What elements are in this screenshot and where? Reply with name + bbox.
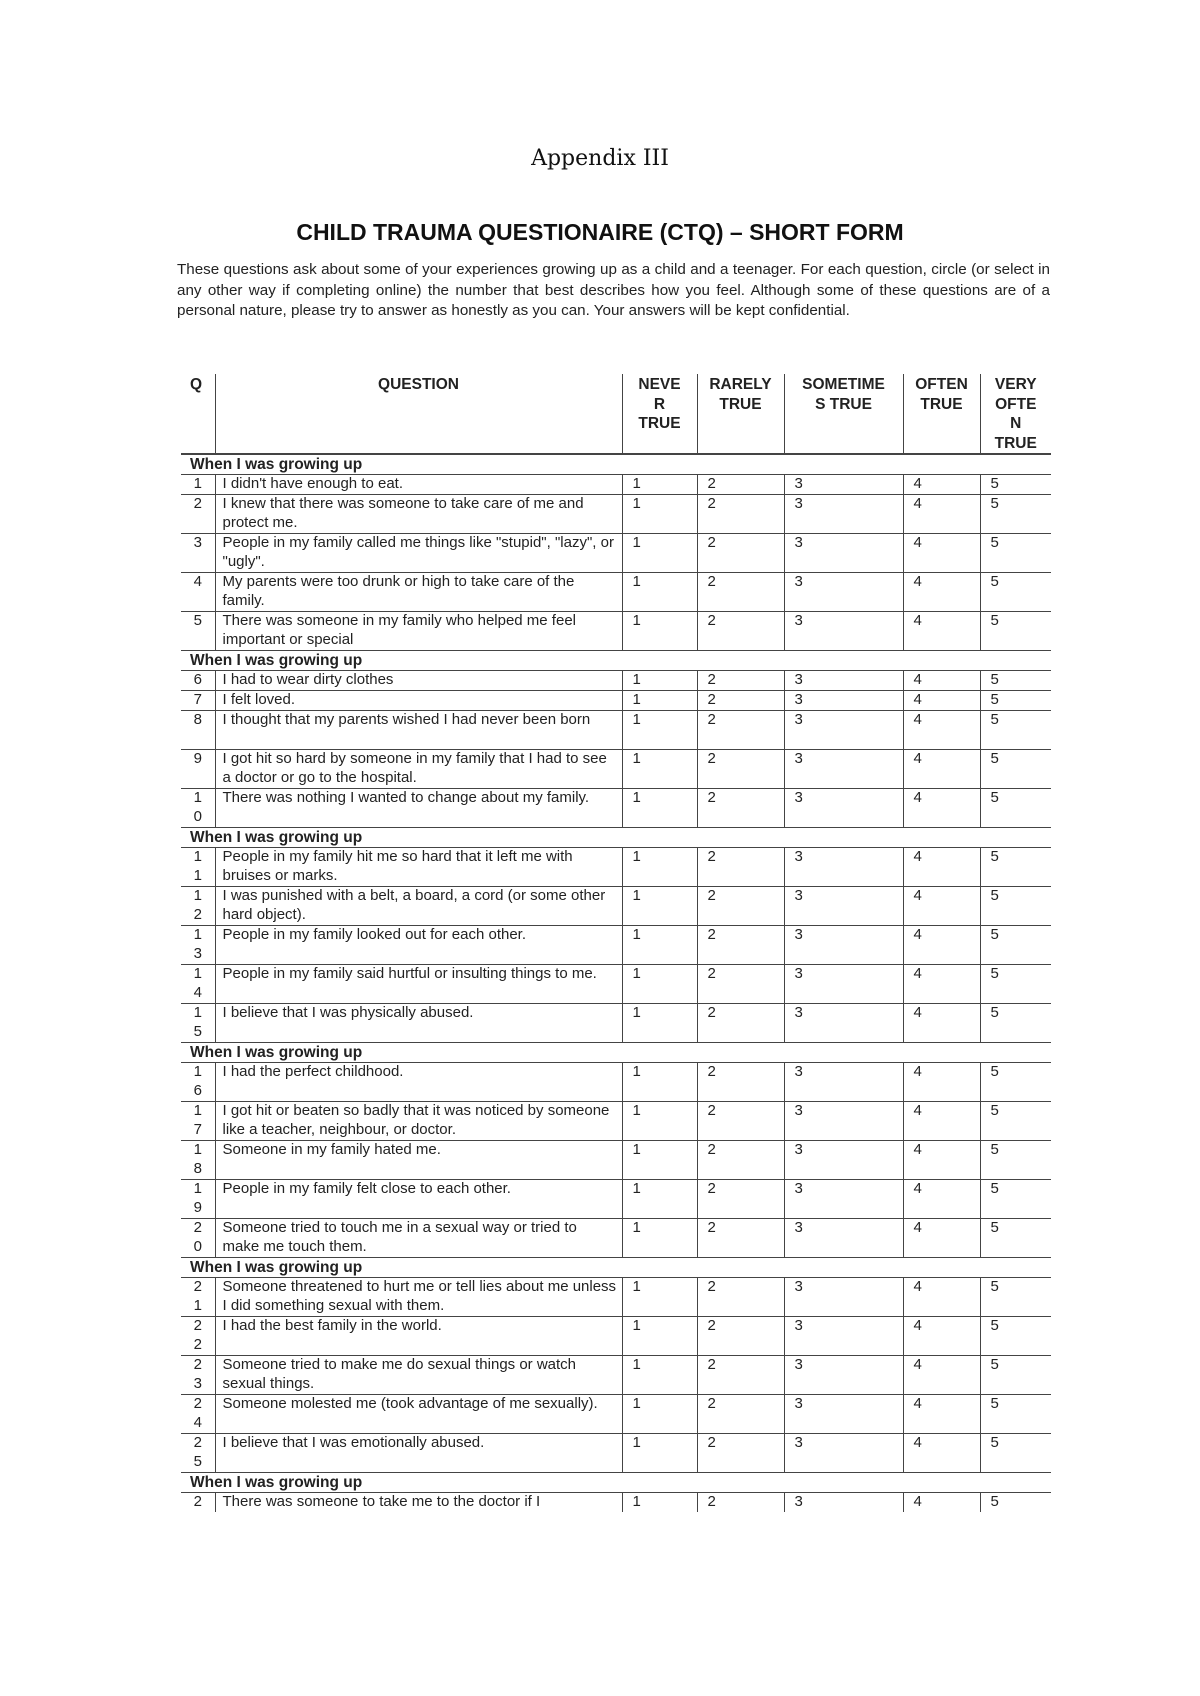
section-row [181, 454, 1051, 475]
question-text: Someone threatened to hurt me or tell lies about me unless I did something sexual with them. [215, 1278, 622, 1317]
rating-never-true[interactable]: 1 [622, 1395, 697, 1434]
rating-very-often-true[interactable]: 5 [980, 750, 1051, 789]
question-number-digit: 5 [193, 1452, 202, 1470]
question-row [181, 926, 1051, 965]
question-row [181, 1434, 1051, 1473]
rating-often-true[interactable]: 4 [903, 926, 980, 965]
rating-very-often-true[interactable]: 5 [980, 711, 1051, 750]
rating-never-true[interactable]: 1 [622, 1219, 697, 1258]
question-text: I had the best family in the world. [215, 1317, 622, 1356]
header-line: TRUE [994, 434, 1037, 452]
question-number [181, 573, 215, 612]
question-row [181, 573, 1051, 612]
question-number-digit: 1 [193, 789, 202, 806]
question-number-digit: 2 [193, 1356, 202, 1373]
question-number-digit: 1 [193, 1004, 202, 1021]
rating-very-often-true[interactable]: 5 [980, 1434, 1051, 1473]
rating-often-true[interactable]: 4 [903, 1180, 980, 1219]
question-row [181, 1063, 1051, 1102]
rating-rarely-true[interactable]: 2 [697, 1219, 784, 1258]
rating-often-true[interactable]: 4 [903, 1102, 980, 1141]
question-number-digit: 3 [193, 1374, 202, 1392]
rating-often-true[interactable]: 4 [903, 1395, 980, 1434]
question-text: Someone tried to touch me in a sexual way or tried to make me touch them. [215, 1219, 622, 1258]
question-number-digit: 1 [193, 1063, 202, 1080]
question-number [181, 534, 215, 573]
rating-never-true[interactable]: 1 [622, 534, 697, 573]
table-header [181, 374, 1051, 454]
header-line: RARELY [709, 376, 772, 393]
question-text: I was punished with a belt, a board, a cord (or some other hard object). [215, 887, 622, 926]
rating-rarely-true[interactable]: 2 [697, 848, 784, 887]
question-text: There was nothing I wanted to change about my family. [215, 789, 622, 828]
question-number [181, 1219, 215, 1258]
question-text: I thought that my parents wished I had never been born [215, 711, 622, 750]
question-number [181, 887, 215, 926]
rating-very-often-true[interactable]: 5 [980, 573, 1051, 612]
rating-rarely-true[interactable]: 2 [697, 1278, 784, 1317]
question-text: People in my family called me things like "stupid", "lazy", or "ugly". [215, 534, 622, 573]
rating-never-true[interactable]: 1 [622, 965, 697, 1004]
section-row [181, 1258, 1051, 1278]
rating-rarely-true[interactable]: 2 [697, 1317, 784, 1356]
question-number [181, 1317, 215, 1356]
question-number-digit: 0 [193, 1237, 202, 1255]
rating-often-true[interactable]: 4 [903, 1317, 980, 1356]
rating-often-true[interactable]: 4 [903, 475, 980, 495]
question-number-digit: 0 [193, 807, 202, 825]
rating-rarely-true[interactable]: 2 [697, 1141, 784, 1180]
rating-never-true[interactable]: 1 [622, 1063, 697, 1102]
rating-sometimes-true[interactable]: 3 [784, 1493, 903, 1512]
question-number-digit: 1 [193, 887, 202, 904]
rating-sometimes-true[interactable]: 3 [784, 926, 903, 965]
question-row [181, 612, 1051, 651]
question-row [181, 750, 1051, 789]
rating-often-true[interactable]: 4 [903, 671, 980, 691]
question-row [181, 1141, 1051, 1180]
rating-sometimes-true[interactable]: 3 [784, 1317, 903, 1356]
header-line: NEVE [638, 376, 681, 393]
section-row [181, 651, 1051, 671]
rating-sometimes-true[interactable]: 3 [784, 1063, 903, 1102]
rating-rarely-true[interactable]: 2 [697, 965, 784, 1004]
rating-sometimes-true[interactable]: 3 [784, 1102, 903, 1141]
question-row [181, 848, 1051, 887]
question-number-digit: 6 [193, 1081, 202, 1099]
rating-sometimes-true[interactable]: 3 [784, 711, 903, 750]
header-rarely-true [697, 374, 784, 454]
section-label: When I was growing up [181, 454, 1051, 475]
rating-never-true[interactable]: 1 [622, 789, 697, 828]
rating-sometimes-true[interactable]: 3 [784, 495, 903, 534]
question-number-digit: 2 [193, 1278, 202, 1295]
header-sometimes-true [784, 374, 903, 454]
header-line: TRUE [719, 395, 762, 413]
rating-very-often-true[interactable]: 5 [980, 926, 1051, 965]
rating-rarely-true[interactable]: 2 [697, 1180, 784, 1219]
rating-never-true[interactable]: 1 [622, 1141, 697, 1180]
question-number-digit: 2 [193, 905, 202, 923]
header-line: OFTE [995, 395, 1037, 413]
question-number [181, 495, 215, 534]
question-text: I got hit so hard by someone in my family that I had to see a doctor or go to the hospital. [215, 750, 622, 789]
rating-never-true[interactable]: 1 [622, 1180, 697, 1219]
question-number-digit: 1 [193, 475, 202, 492]
rating-sometimes-true[interactable]: 3 [784, 1356, 903, 1395]
rating-sometimes-true[interactable]: 3 [784, 534, 903, 573]
question-row [181, 691, 1051, 711]
rating-sometimes-true[interactable]: 3 [784, 573, 903, 612]
question-number [181, 1004, 215, 1043]
question-row [181, 1219, 1051, 1258]
questionnaire-title: CHILD TRAUMA QUESTIONAIRE (CTQ) – SHORT FORM [296, 219, 904, 245]
rating-often-true[interactable]: 4 [903, 1278, 980, 1317]
question-number [181, 965, 215, 1004]
ctq-table [181, 374, 1051, 1512]
question-row [181, 475, 1051, 495]
question-text: People in my family hit me so hard that it left me with bruises or marks. [215, 848, 622, 887]
rating-sometimes-true[interactable]: 3 [784, 848, 903, 887]
rating-often-true[interactable]: 4 [903, 495, 980, 534]
rating-often-true[interactable]: 4 [903, 789, 980, 828]
question-number-digit: 8 [193, 1159, 202, 1177]
rating-rarely-true[interactable]: 2 [697, 475, 784, 495]
question-number [181, 671, 215, 691]
question-number [181, 691, 215, 711]
header-question: QUESTION [215, 374, 622, 454]
rating-rarely-true[interactable]: 2 [697, 612, 784, 651]
question-number [181, 848, 215, 887]
rating-often-true[interactable]: 4 [903, 848, 980, 887]
header-never-true [622, 374, 697, 454]
rating-never-true[interactable]: 1 [622, 495, 697, 534]
header-line: SOMETIME [802, 376, 885, 393]
question-number [181, 1102, 215, 1141]
rating-sometimes-true[interactable]: 3 [784, 1278, 903, 1317]
rating-very-often-true[interactable]: 5 [980, 1063, 1051, 1102]
question-number [181, 1063, 215, 1102]
question-number [181, 612, 215, 651]
rating-very-often-true[interactable]: 5 [980, 1356, 1051, 1395]
question-number-digit: 5 [193, 612, 202, 629]
rating-never-true[interactable]: 1 [622, 1278, 697, 1317]
question-number-digit: 2 [193, 1219, 202, 1236]
rating-often-true[interactable]: 4 [903, 1063, 980, 1102]
rating-rarely-true[interactable]: 2 [697, 1493, 784, 1512]
rating-never-true[interactable]: 1 [622, 926, 697, 965]
question-number-digit: 6 [193, 671, 202, 688]
header-line: N [1010, 415, 1022, 432]
rating-never-true[interactable]: 1 [622, 1493, 697, 1512]
question-number [181, 1180, 215, 1219]
question-number-digit: 4 [193, 1413, 202, 1431]
rating-very-often-true[interactable]: 5 [980, 848, 1051, 887]
question-number-digit: 2 [193, 1335, 202, 1353]
header-line: TRUE [638, 415, 681, 432]
rating-never-true[interactable]: 1 [622, 1317, 697, 1356]
question-number [181, 1278, 215, 1317]
question-text: I had to wear dirty clothes [215, 671, 622, 691]
rating-sometimes-true[interactable]: 3 [784, 1219, 903, 1258]
header-very-often-true [980, 374, 1051, 454]
section-row [181, 1473, 1051, 1493]
rating-very-often-true[interactable]: 5 [980, 1180, 1051, 1219]
rating-sometimes-true[interactable]: 3 [784, 671, 903, 691]
rating-very-often-true[interactable]: 5 [980, 1102, 1051, 1141]
question-row [181, 1493, 1051, 1512]
section-label: When I was growing up [181, 1043, 1051, 1063]
question-number-digit: 4 [193, 573, 202, 590]
question-text: I didn't have enough to eat. [215, 475, 622, 495]
section-label: When I was growing up [181, 1473, 1051, 1493]
rating-very-often-true[interactable]: 5 [980, 691, 1051, 711]
rating-sometimes-true[interactable]: 3 [784, 1395, 903, 1434]
question-number-digit: 4 [193, 983, 202, 1001]
question-row [181, 1004, 1051, 1043]
question-text: Someone molested me (took advantage of me sexually). [215, 1395, 622, 1434]
question-number-digit: 1 [193, 965, 202, 982]
rating-often-true[interactable]: 4 [903, 1219, 980, 1258]
intro-paragraph: These questions ask about some of your experiences growing up as a child and a teenager. For each question, circle (or select in any other way if completing online) the number that best describes how you feel. Although some of these questions are of a personal nature, please try to answer as honestly as you can. Your answers will be kept confidential. [177, 261, 1050, 319]
question-text: People in my family said hurtful or insulting things to me. [215, 965, 622, 1004]
question-text: I knew that there was someone to take care of me and protect me. [215, 495, 622, 534]
question-number-digit: 3 [193, 534, 202, 551]
question-row [181, 789, 1051, 828]
question-number [181, 750, 215, 789]
header-line: VERY [994, 376, 1037, 393]
rating-never-true[interactable]: 1 [622, 1356, 697, 1395]
rating-sometimes-true[interactable]: 3 [784, 789, 903, 828]
question-number-digit: 2 [193, 495, 202, 512]
question-number-digit: 1 [193, 1141, 202, 1158]
rating-never-true[interactable]: 1 [622, 1102, 697, 1141]
rating-often-true[interactable]: 4 [903, 534, 980, 573]
rating-rarely-true[interactable]: 2 [697, 1102, 784, 1141]
question-number [181, 475, 215, 495]
question-text: I believe that I was emotionally abused. [215, 1434, 622, 1473]
rating-rarely-true[interactable]: 2 [697, 1434, 784, 1473]
question-number [181, 1434, 215, 1473]
rating-never-true[interactable]: 1 [622, 1434, 697, 1473]
question-row [181, 534, 1051, 573]
question-number-digit: 2 [193, 1317, 202, 1334]
question-number-digit: 1 [193, 1296, 202, 1314]
question-text: There was someone in my family who helped me feel important or special [215, 612, 622, 651]
question-row [181, 1180, 1051, 1219]
section-label: When I was growing up [181, 651, 1051, 671]
rating-never-true[interactable]: 1 [622, 573, 697, 612]
rating-sometimes-true[interactable]: 3 [784, 1141, 903, 1180]
question-row [181, 495, 1051, 534]
rating-sometimes-true[interactable]: 3 [784, 965, 903, 1004]
question-number [181, 1141, 215, 1180]
question-number [181, 926, 215, 965]
rating-never-true[interactable]: 1 [622, 612, 697, 651]
rating-never-true[interactable]: 1 [622, 887, 697, 926]
rating-rarely-true[interactable]: 2 [697, 495, 784, 534]
rating-never-true[interactable]: 1 [622, 671, 697, 691]
section-row [181, 1043, 1051, 1063]
rating-very-often-true[interactable]: 5 [980, 1395, 1051, 1434]
question-text: People in my family felt close to each other. [215, 1180, 622, 1219]
rating-very-often-true[interactable]: 5 [980, 495, 1051, 534]
question-row [181, 711, 1051, 750]
table-body [181, 454, 1051, 1512]
rating-rarely-true[interactable]: 2 [697, 1004, 784, 1043]
header-line: TRUE [920, 395, 963, 413]
question-row [181, 1317, 1051, 1356]
question-number-digit: 7 [193, 691, 202, 708]
rating-very-often-true[interactable]: 5 [980, 965, 1051, 1004]
section-label: When I was growing up [181, 828, 1051, 848]
rating-often-true[interactable]: 4 [903, 1356, 980, 1395]
rating-often-true[interactable]: 4 [903, 750, 980, 789]
section-label: When I was growing up [181, 1258, 1051, 1278]
rating-sometimes-true[interactable]: 3 [784, 750, 903, 789]
rating-sometimes-true[interactable]: 3 [784, 887, 903, 926]
rating-very-often-true[interactable]: 5 [980, 1219, 1051, 1258]
question-number-digit: 1 [193, 1180, 202, 1197]
rating-often-true[interactable]: 4 [903, 573, 980, 612]
rating-rarely-true[interactable]: 2 [697, 1356, 784, 1395]
question-number-digit: 2 [193, 1434, 202, 1451]
rating-very-often-true[interactable]: 5 [980, 475, 1051, 495]
question-number [181, 789, 215, 828]
question-text: People in my family looked out for each other. [215, 926, 622, 965]
rating-sometimes-true[interactable]: 3 [784, 1004, 903, 1043]
question-number-digit: 3 [193, 944, 202, 962]
question-number-digit: 2 [193, 1395, 202, 1412]
rating-sometimes-true[interactable]: 3 [784, 475, 903, 495]
rating-sometimes-true[interactable]: 3 [784, 1180, 903, 1219]
rating-very-often-true[interactable]: 5 [980, 671, 1051, 691]
rating-often-true[interactable]: 4 [903, 1141, 980, 1180]
rating-sometimes-true[interactable]: 3 [784, 612, 903, 651]
rating-rarely-true[interactable]: 2 [697, 750, 784, 789]
rating-never-true[interactable]: 1 [622, 1004, 697, 1043]
rating-rarely-true[interactable]: 2 [697, 1395, 784, 1434]
rating-rarely-true[interactable]: 2 [697, 691, 784, 711]
rating-often-true[interactable]: 4 [903, 965, 980, 1004]
rating-rarely-true[interactable]: 2 [697, 711, 784, 750]
rating-often-true[interactable]: 4 [903, 691, 980, 711]
question-text: I felt loved. [215, 691, 622, 711]
rating-often-true[interactable]: 4 [903, 1004, 980, 1043]
question-number-digit: 8 [193, 711, 202, 728]
rating-never-true[interactable]: 1 [622, 691, 697, 711]
rating-never-true[interactable]: 1 [622, 711, 697, 750]
header-q: Q [181, 374, 215, 454]
rating-never-true[interactable]: 1 [622, 475, 697, 495]
rating-very-often-true[interactable]: 5 [980, 887, 1051, 926]
question-row [181, 965, 1051, 1004]
question-row [181, 1395, 1051, 1434]
section-row [181, 828, 1051, 848]
question-row [181, 1356, 1051, 1395]
rating-rarely-true[interactable]: 2 [697, 1063, 784, 1102]
question-text: There was someone to take me to the doctor if I [215, 1493, 622, 1512]
question-row [181, 671, 1051, 691]
rating-very-often-true[interactable]: 5 [980, 1493, 1051, 1512]
header-line: R [653, 395, 666, 413]
question-text: Someone in my family hated me. [215, 1141, 622, 1180]
rating-very-often-true[interactable]: 5 [980, 1317, 1051, 1356]
rating-often-true[interactable]: 4 [903, 887, 980, 926]
question-number-digit: 2 [193, 1493, 202, 1510]
header-line: S TRUE [815, 395, 872, 413]
appendix-heading: Appendix III [531, 146, 669, 171]
rating-rarely-true[interactable]: 2 [697, 534, 784, 573]
question-text: I had the perfect childhood. [215, 1063, 622, 1102]
question-number-digit: 9 [193, 1198, 202, 1216]
question-text: I believe that I was physically abused. [215, 1004, 622, 1043]
question-number [181, 1395, 215, 1434]
question-row [181, 887, 1051, 926]
rating-rarely-true[interactable]: 2 [697, 926, 784, 965]
question-number [181, 1493, 215, 1512]
question-number [181, 1356, 215, 1395]
rating-very-often-true[interactable]: 5 [980, 612, 1051, 651]
question-number-digit: 1 [193, 848, 202, 865]
rating-rarely-true[interactable]: 2 [697, 887, 784, 926]
question-row [181, 1278, 1051, 1317]
rating-very-often-true[interactable]: 5 [980, 534, 1051, 573]
question-number-digit: 1 [193, 1102, 202, 1119]
question-number-digit: 1 [193, 926, 202, 943]
question-number-digit: 5 [193, 1022, 202, 1040]
question-text: My parents were too drunk or high to take care of the family. [215, 573, 622, 612]
header-often-true [903, 374, 980, 454]
question-row [181, 1102, 1051, 1141]
rating-very-often-true[interactable]: 5 [980, 1141, 1051, 1180]
rating-very-often-true[interactable]: 5 [980, 789, 1051, 828]
rating-never-true[interactable]: 1 [622, 750, 697, 789]
question-number [181, 711, 215, 750]
rating-sometimes-true[interactable]: 3 [784, 691, 903, 711]
rating-rarely-true[interactable]: 2 [697, 789, 784, 828]
rating-rarely-true[interactable]: 2 [697, 573, 784, 612]
rating-very-often-true[interactable]: 5 [980, 1278, 1051, 1317]
rating-very-often-true[interactable]: 5 [980, 1004, 1051, 1043]
rating-never-true[interactable]: 1 [622, 848, 697, 887]
rating-often-true[interactable]: 4 [903, 612, 980, 651]
rating-often-true[interactable]: 4 [903, 1493, 980, 1512]
question-text: I got hit or beaten so badly that it was noticed by someone like a teacher, neighbour, or doctor. [215, 1102, 622, 1141]
question-number-digit: 1 [193, 866, 202, 884]
rating-often-true[interactable]: 4 [903, 1434, 980, 1473]
header-line: OFTEN [915, 376, 968, 393]
rating-rarely-true[interactable]: 2 [697, 671, 784, 691]
rating-often-true[interactable]: 4 [903, 711, 980, 750]
rating-sometimes-true[interactable]: 3 [784, 1434, 903, 1473]
question-text: Someone tried to make me do sexual things or watch sexual things. [215, 1356, 622, 1395]
question-number-digit: 7 [193, 1120, 202, 1138]
question-number-digit: 9 [193, 750, 202, 767]
